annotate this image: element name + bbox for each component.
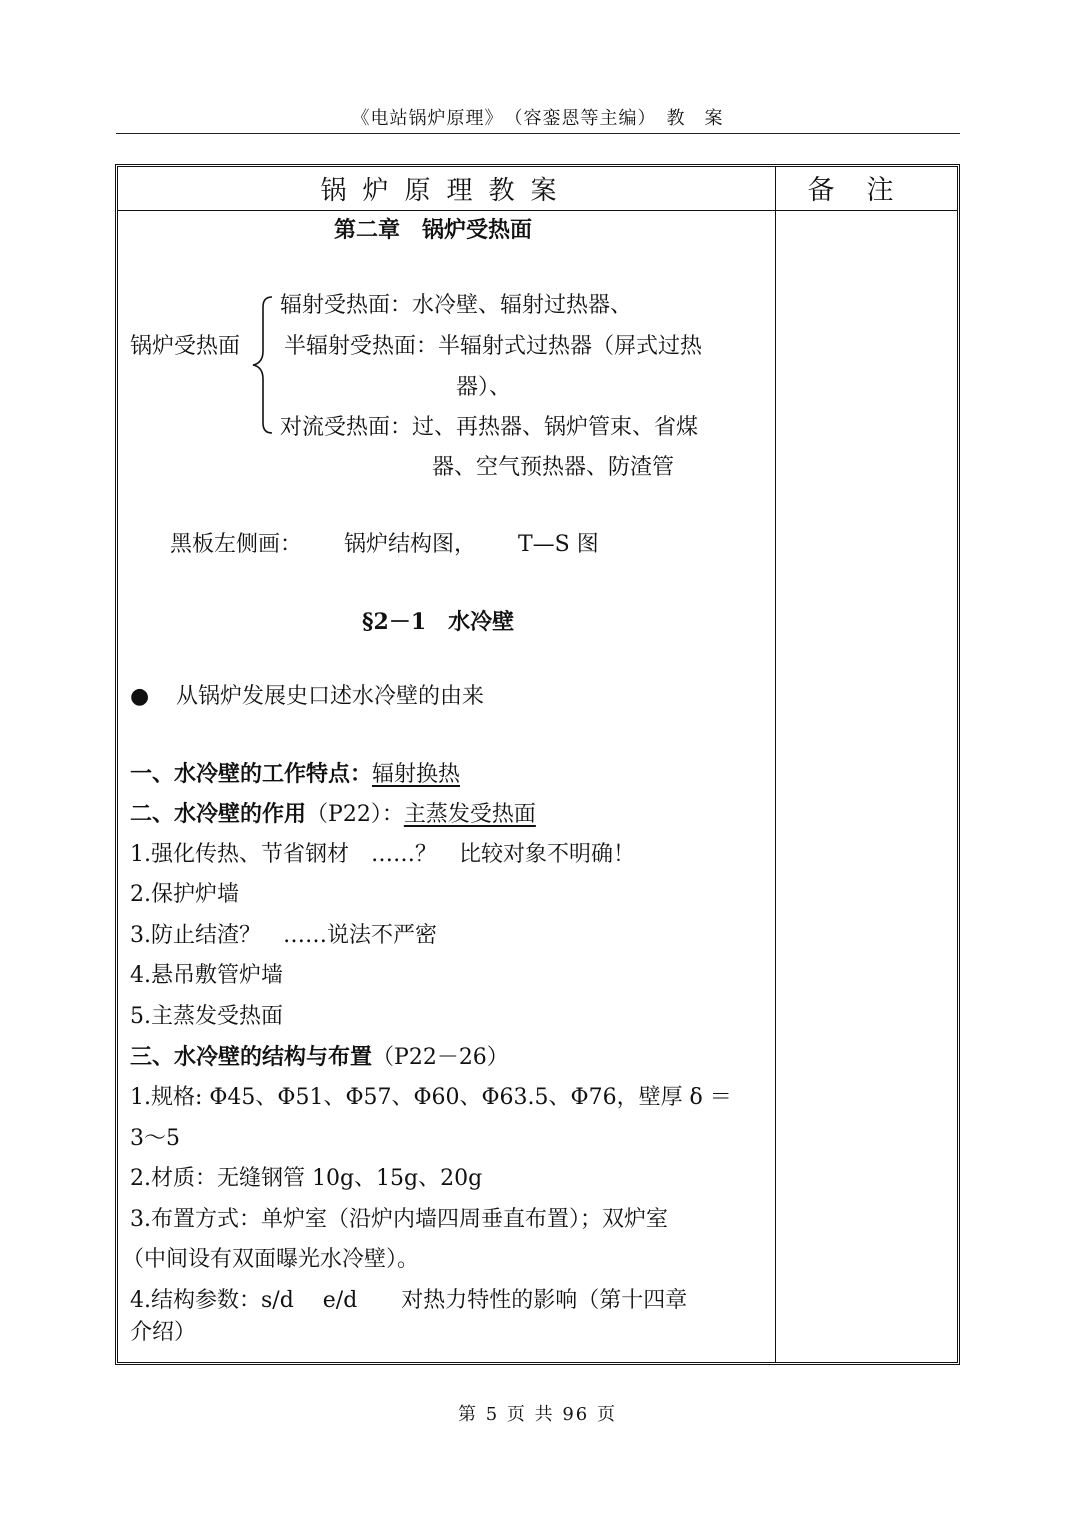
curly-brace-icon bbox=[250, 295, 276, 435]
blackboard-item-ts: T—S 图 bbox=[518, 532, 599, 557]
heading-2 bbox=[130, 801, 536, 828]
blackboard-label: 黑板左侧画： bbox=[170, 532, 303, 557]
remarks-column-header: 备注 bbox=[807, 175, 926, 206]
section-title: §2－1 水冷壁 bbox=[362, 609, 515, 635]
structure-line: 1.规格: Φ45、Φ51、Φ57、Φ60、Φ63.5、Φ76，壁厚 δ ＝ bbox=[130, 1085, 732, 1110]
structure-line: （中间设有双面曝光水冷壁）。 bbox=[122, 1247, 420, 1272]
heading-2-value: 主蒸发受热面 bbox=[403, 802, 536, 827]
heading-1-value: 辐射换热 bbox=[372, 762, 461, 787]
heading-1 bbox=[130, 761, 460, 788]
role-item: 2.保护炉墙 bbox=[130, 882, 239, 907]
role-item: 3.防止结渣？ ……说法不严密 bbox=[130, 923, 437, 948]
page-footer: 第 5 页 共 96 页 bbox=[458, 1404, 617, 1425]
role-item: 4.悬吊敷管炉墙 bbox=[130, 963, 283, 988]
blackboard-item-structure: 锅炉结构图， bbox=[344, 532, 477, 557]
lesson-plan-column-header: 锅炉原理教案 bbox=[320, 176, 573, 206]
convective-surface-line2: 器、空气预热器、防渣管 bbox=[432, 455, 675, 480]
bullet-icon: ● bbox=[130, 684, 150, 709]
semi-radiant-surface-line2: 器）、 bbox=[456, 375, 512, 400]
heading-3-ref: （P22－26） bbox=[372, 1045, 509, 1070]
role-item: 1.强化传热、节省钢材 ……？ 比较对象不明确！ bbox=[130, 842, 635, 867]
classification-term: 锅炉受热面 bbox=[130, 334, 241, 359]
heading-2-ref: （P22）： bbox=[306, 802, 404, 827]
heading-1-label: 一、水冷壁的工作特点： bbox=[130, 761, 373, 787]
running-header: 《电站锅炉原理》 （容銮恩等主编） 教 案 bbox=[351, 108, 724, 129]
radiant-surface: 辐射受热面：水冷壁、辐射过热器、 bbox=[280, 293, 633, 318]
structure-line: 3～5 bbox=[130, 1126, 180, 1151]
convective-surface-line1: 对流受热面：过、再热器、锅炉管束、省煤 bbox=[280, 415, 699, 440]
semi-radiant-surface-line1: 半辐射受热面：半辐射式过热器（屏式过热 bbox=[284, 334, 703, 359]
column-divider bbox=[775, 167, 776, 1362]
chapter-title: 第二章 锅炉受热面 bbox=[334, 217, 533, 243]
header-rule bbox=[116, 133, 960, 134]
structure-line: 2.材质：无缝钢管 10g、15g、20g bbox=[130, 1166, 483, 1191]
structure-line: 4.结构参数：s/d e/d 对热力特性的影响（第十四章 bbox=[130, 1288, 688, 1313]
role-item: 5.主蒸发受热面 bbox=[130, 1004, 283, 1029]
structure-line: 介绍） bbox=[130, 1320, 197, 1345]
bullet-text: 从锅炉发展史口述水冷壁的由来 bbox=[176, 684, 485, 709]
lesson-plan-table bbox=[115, 164, 960, 1365]
structure-line: 3.布置方式：单炉室（沿炉内墙四周垂直布置）；双炉室 bbox=[130, 1207, 668, 1232]
heading-3-label: 三、水冷壁的结构与布置 bbox=[130, 1044, 373, 1070]
heading-3 bbox=[130, 1044, 509, 1071]
heading-2-label: 二、水冷壁的作用 bbox=[130, 801, 307, 827]
